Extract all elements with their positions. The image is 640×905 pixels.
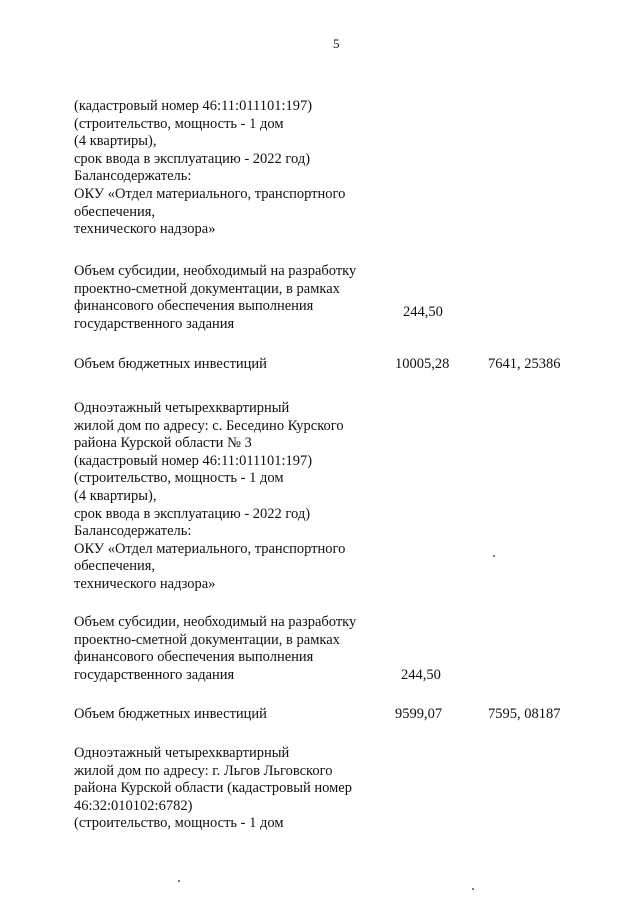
text-line: срок ввода в эксплуатацию - 2022 год): [74, 150, 311, 167]
text-line: государственного задания: [74, 666, 235, 683]
text-line: (строительство, мощность - 1 дом: [74, 115, 284, 132]
text-line: Балансодержатель:: [74, 523, 192, 540]
text-line: ОКУ «Отдел материального, транспортного: [74, 185, 346, 202]
investment-value-1: 9599,07: [395, 706, 443, 722]
text-line: (строительство, мощность - 1 дом: [74, 470, 284, 487]
text-line: (кадастровый номер 46:11:011101:197): [74, 98, 313, 114]
text-line: (4 квартиры),: [74, 133, 157, 150]
text-line: Объем субсидии, необходимый на разработку: [74, 263, 357, 279]
text-line: обеспечения,: [74, 558, 156, 575]
text-line: проектно-сметной документации, в рамках: [74, 280, 340, 297]
text-line: жилой дом по адресу: с. Беседино Курского: [74, 417, 344, 434]
text-line: ОКУ «Отдел материального, транспортного: [74, 540, 346, 557]
investment-label: Объем бюджетных инвестиций: [74, 706, 267, 722]
text-line: района Курской области (кадастровый номер: [74, 780, 352, 797]
text-line: обеспечения,: [74, 203, 156, 220]
investment-label: Объем бюджетных инвестиций: [74, 356, 267, 372]
subsidy-value: 244,50: [403, 304, 443, 320]
text-line: 46:32:010102:6782): [74, 797, 193, 814]
text-line: срок ввода в эксплуатацию - 2022 год): [74, 505, 311, 522]
text-line: (4 квартиры),: [74, 487, 157, 504]
text-line: района Курской области № 3: [74, 435, 252, 452]
text-line: проектно-сметной документации, в рамках: [74, 631, 340, 648]
text-line: (строительство, мощность - 1 дом: [74, 815, 284, 832]
text-line: жилой дом по адресу: г. Льгов Льговского: [74, 762, 333, 779]
scan-speck: [493, 555, 495, 557]
subsidy-description: [74, 614, 384, 684]
text-line: технического надзора»: [74, 575, 216, 592]
object-description: [74, 745, 384, 833]
text-line: Одноэтажный четырехквартирный: [74, 745, 290, 761]
text-line: технического надзора»: [74, 221, 216, 238]
scan-speck: [178, 880, 180, 882]
object-description: [74, 400, 384, 594]
text-line: Одноэтажный четырехквартирный: [74, 400, 290, 416]
scan-speck: [472, 888, 474, 890]
text-line: (кадастровый номер 46:11:011101:197): [74, 452, 313, 469]
text-line: государственного задания: [74, 315, 235, 332]
page-number: 5: [333, 36, 340, 51]
subsidy-value: 244,50: [401, 667, 441, 683]
text-line: Балансодержатель:: [74, 168, 192, 185]
investment-value-2: 7641, 25386: [488, 356, 561, 372]
object-description-continued: [74, 98, 384, 239]
investment-value-1: 10005,28: [395, 356, 450, 372]
text-line: финансового обеспечения выполнения: [74, 649, 314, 666]
investment-value-2: 7595, 08187: [488, 706, 561, 722]
text-line: Объем субсидии, необходимый на разработку: [74, 614, 357, 630]
text-line: финансового обеспечения выполнения: [74, 298, 314, 315]
subsidy-description: [74, 263, 384, 333]
